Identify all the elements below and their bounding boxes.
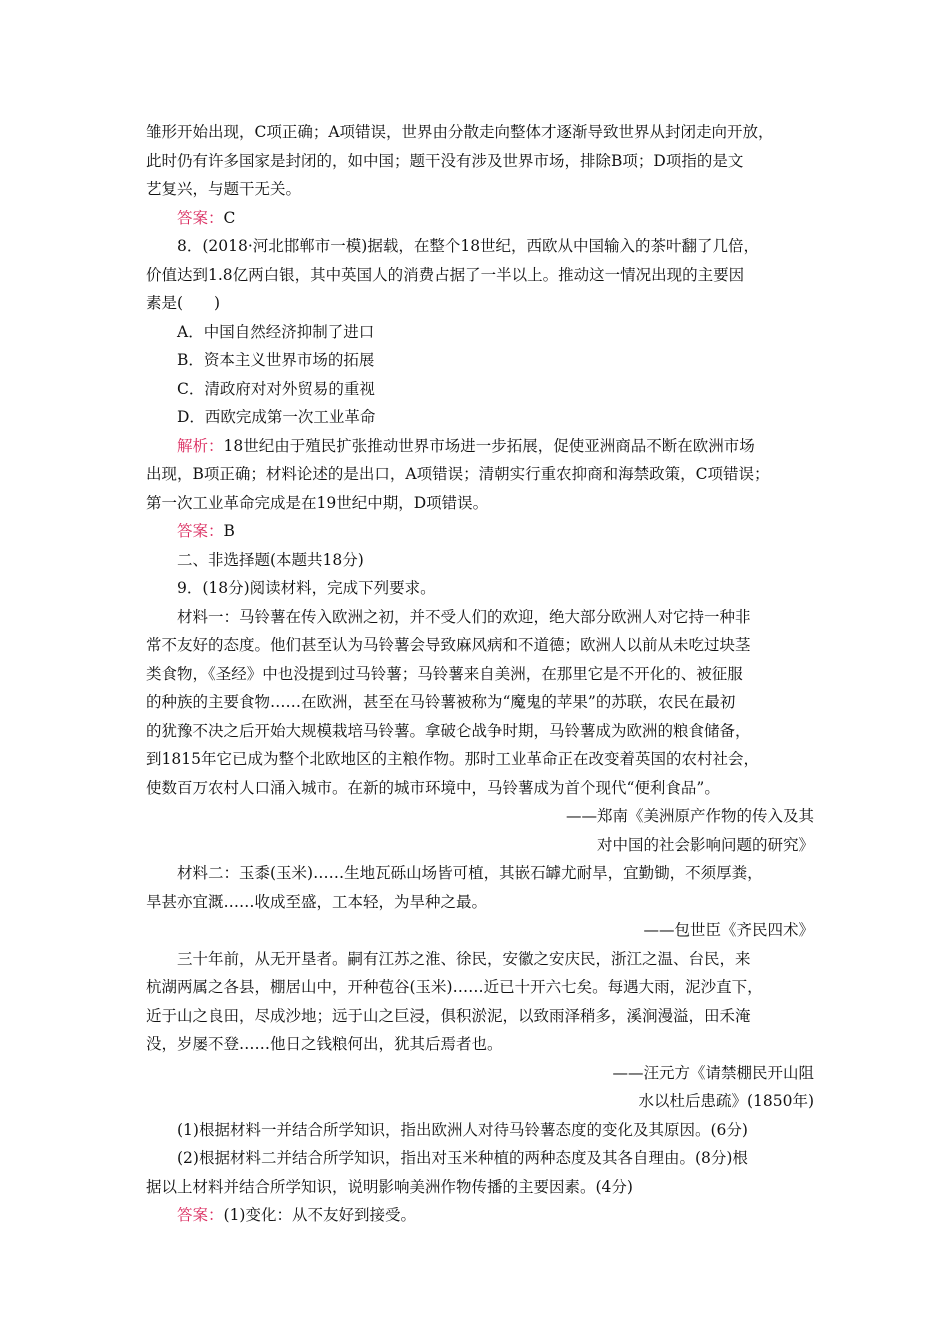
answer-7 [146,204,814,233]
material-1-source: ——郑南《美洲原产作物的传入及其 [565,807,814,825]
material-1-line: 使数百万农村人口涌入城市。在新的城市环境中，马铃薯成为首个现代“便利食品”。 [146,778,720,797]
analysis-label: 解析： [177,436,224,455]
analysis-text: 18世纪由于殖民扩张推动世界市场进一步拓展，促使亚洲商品不断在欧洲市场 [223,436,755,455]
material-3-source: ——汪元方《请禁棚民开山阻 [612,1063,814,1082]
material-2-line: 材料二：玉黍(玉米)……生地瓦砾山场皆可植，其嵌石罅尤耐旱，宜勤锄，不须厚粪， [177,864,763,882]
answer-value: B [223,522,235,540]
material-3-line: 杭湖两属之各县，棚居山中，开种苞谷(玉米)……近已十开六七矣。每遇大雨，泥沙直下， [146,978,763,996]
sub-question-2: (2)根据材料二并结合所学知识，指出对玉米种植的两种态度及其各自理由。(8分)根 [177,1149,748,1167]
question-8-line: 8．(2018·河北邯郸市一模)据载，在整个18世纪，西欧从中国输入的茶叶翻了几倍， [177,237,760,255]
analysis-line: 出现，B项正确；材料论述的是出口，A项错误；清朝实行重农抑商和海禁政策，C项错误； [146,465,770,483]
sub-question-2-cont: 据以上材料并结合所学知识，说明影响美洲作物传播的主要因素。(4分) [146,1177,633,1196]
material-1-line: 常不友好的态度。他们甚至认为马铃薯会导致麻风病和不道德；欧洲人以前从未吃过块茎 [146,636,751,654]
material-1-line: 的犹豫不决之后开始大规模栽培马铃薯。拿破仑战争时期，马铃薯成为欧洲的粮食储备， [146,721,751,740]
answer-8 [146,517,814,546]
option-a: A．中国自然经济抑制了进口 [177,322,375,341]
material-3-line: 没，岁屡不登……他日之钱粮何出，犹其后焉者也。 [146,1035,503,1053]
option-c: C．清政府对对外贸易的重视 [177,379,375,398]
analysis-8 [146,432,814,461]
material-3-line: 近于山之良田，尽成沙地；远于山之巨浸，俱积淤泥，以致雨泽稍多，溪涧漫溢，田禾淹 [146,1006,751,1025]
sub-question-1: (1)根据材料一并结合所学知识，指出欧洲人对待马铃薯态度的变化及其原因。(6分) [177,1120,748,1139]
answer-9 [146,1201,814,1230]
question-8-line: 素是( ) [146,294,221,312]
material-1-line: 到1815年它已成为整个北欧地区的主粮作物。那时工业革命正在改变着英国的农村社会， [146,750,759,768]
intro-line: 艺复兴，与题干无关。 [146,180,302,198]
question-8-line: 价值达到1.8亿两白银，其中英国人的消费占据了一半以上。推动这一情况出现的主要因 [146,265,745,284]
answer-label: 答案： [177,522,224,540]
intro-line: 此时仍有许多国家是封闭的，如中国；题干没有涉及世界市场，排除B项；D项指的是文 [146,151,744,170]
material-1-source: 对中国的社会影响问题的研究》 [596,835,814,854]
material-2-source: ——包世臣《齐民四术》 [643,921,814,939]
document-page [146,118,814,1230]
material-1-line: 的种族的主要食物……在欧洲，甚至在马铃薯被称为“魔鬼的苹果”的苏联，农民在最初 [146,693,736,711]
material-3-source: 水以杜后患疏》(1850年) [638,1092,814,1110]
question-9: 9．(18分)阅读材料，完成下列要求。 [177,579,436,597]
material-1-line: 材料一：马铃薯在传入欧洲之初，并不受人们的欢迎，绝大部分欧洲人对它持一种非 [177,607,751,626]
option-b: B．资本主义世界市场的拓展 [177,351,375,369]
answer-label: 答案： [177,208,224,227]
analysis-line: 第一次工业革命完成是在19世纪中期，D项错误。 [146,493,489,512]
material-1-line: 类食物，《圣经》中也没提到过马铃薯；马铃薯来自美洲，在那里它是不开化的、被征服 [146,664,743,683]
intro-line: 雏形开始出现，C项正确；A项错误，世界由分散走向整体才逐渐导致世界从封闭走向开放， [146,123,774,141]
answer-value: (1)变化：从不友好到接受。 [223,1206,416,1224]
section-heading: 二、非选择题(本题共18分) [177,550,364,569]
material-2-line: 旱甚亦宜溉……收成至盛，工本轻，为旱种之最。 [146,892,488,911]
material-3-line: 三十年前，从无开垦者。嗣有江苏之淮、徐民，安徽之安庆民，浙江之温、台民，来 [177,949,751,968]
answer-value: C [223,208,236,227]
answer-label: 答案： [177,1206,224,1224]
option-d: D．西欧完成第一次工业革命 [177,408,376,426]
